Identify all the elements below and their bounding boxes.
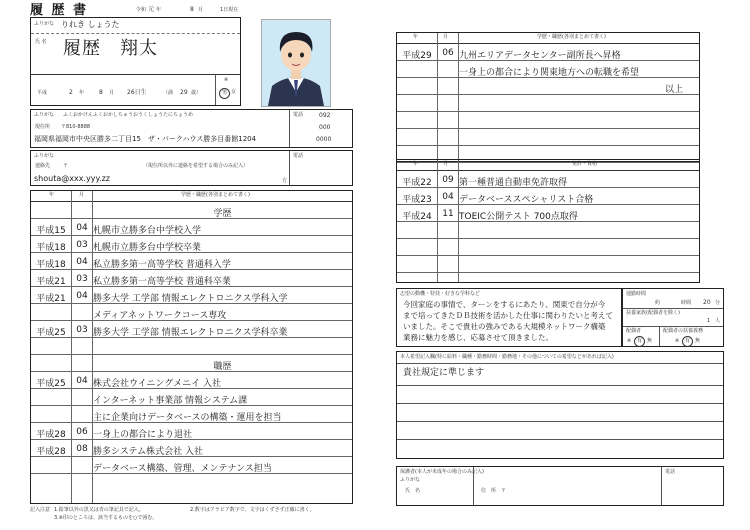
spouse-yes-circled: 有 xyxy=(634,336,645,347)
licenses-row-month: 11 xyxy=(442,209,454,219)
address-furigana: ふくおかけんふくおかしちゅうおうくしょうたにちょうめ xyxy=(63,112,194,118)
history-row-content: 私立勝多第一高等学校 普通科入学 xyxy=(93,260,231,270)
history2-row xyxy=(397,78,699,95)
history-row xyxy=(31,389,352,406)
dependents-count: 1 xyxy=(707,318,711,324)
name-box: ふりがな りれき しょうた 氏 名 履歴 翔太 平成 2 年 8 月 26日生 （満 29 歳） ※ 男 女 xyxy=(30,17,241,106)
history-row-month: 03 xyxy=(76,240,88,250)
date-month: 8 xyxy=(190,6,194,13)
history-row xyxy=(31,270,352,287)
history-row-year: 平成28 xyxy=(36,447,66,457)
commute-minutes: 20 xyxy=(703,299,711,306)
date-day: 1日現在 xyxy=(220,7,239,13)
history-continued-table: 年 月 学歴・職歴(各別まとめて書く) 平成29 06 九州エリアデータセンター副所長へ昇格 一身上の都合により関東地方への転職を希望 以上 xyxy=(396,32,700,162)
date-year: 元 xyxy=(148,6,155,13)
motivation-line-4: 業務に魅力を感じ、応募させて頂きました。 xyxy=(403,333,553,342)
history-row-content: データベース構築、管理、メンテナンス担当 xyxy=(93,464,272,474)
history-row-year: 平成25 xyxy=(36,328,66,338)
history-row xyxy=(31,236,352,253)
name-furigana: りれき しょうた xyxy=(61,20,120,29)
history-row-content: 勝多大学 工学部 情報エレクトロニクス学科入学 xyxy=(93,294,288,304)
history-continued-rows xyxy=(397,44,699,161)
licenses-row-content: 第一種普通自動車免許取得 xyxy=(459,178,568,188)
history-row xyxy=(31,202,352,219)
history2-row xyxy=(397,44,699,61)
address-phone-2: 000 xyxy=(319,124,331,131)
motivation-line-1: 今回家庭の事情で、ターンをするにあたり、関東で自分が今 xyxy=(403,300,606,309)
history-row-month: 03 xyxy=(76,274,88,284)
motivation-line-3: いました。そこで貴社の強みである大規模ネットワーク構築 xyxy=(403,322,606,331)
history2-row-content: 一身上の都合により関東地方への転職を希望 xyxy=(459,68,640,78)
history-row-content: 株式会社ウイニングメニイ 入社 xyxy=(93,379,221,389)
history-row-content: 職歴 xyxy=(213,362,232,372)
licenses-row xyxy=(397,171,699,188)
history2-row-year: 平成29 xyxy=(402,51,432,61)
licenses-row xyxy=(397,205,699,222)
history2-row xyxy=(397,95,699,112)
applicant-photo xyxy=(261,19,331,107)
history-table: 年 月 学歴・職歴(各別まとめて書く) 学歴 平成15 04 札幌市立勝多台中学校入学 平成18 03 札幌市立勝多台中学校卒業 平成18 04 私立勝多第一高等学校 普通科入学 平成21 03 私立勝多第一高等学校 普通科卒業 平成21 04 勝多大学 工学部 情報エレクトロニクス学科入学 メディアネットワークコース専攻 平成25 03 勝多大学 工学部 情報エレクトロニクス学科卒業 職歴 平成25 04 株式会社ウイニングメニイ 入社 インターネット事業部 情報システム課 主に企業向けデータベースの構築・運用を担当 平成28 06 一身上の都合により退社 平成28 08 勝多システム株式会社 入社 データベース構築、管理、メンテナンス担当 xyxy=(30,190,353,504)
age: 29 xyxy=(180,89,188,96)
history-row-content: 私立勝多第一高等学校 普通科卒業 xyxy=(93,277,231,287)
history-row xyxy=(31,457,352,474)
licenses-row xyxy=(397,222,699,239)
birth-day: 26日生 xyxy=(127,89,147,96)
left-page: 履 歴 書 令和 元 年 8 月 1日現在 ふりがな りれき しょうた 氏 名 履歴 翔太 平成 2 年 8 月 26日生 （満 29 歳） ※ 男 女 ふりがな ふくおかけんふくおかしちゅうおうくしょうたにちょうめ 現住所 〒810-8888 福岡県福岡市中央区勝多二丁目15 ザ・パークハウス勝多目番館1204 電話 092 000 0000 ふりがな 連絡先 〒 （現住所以外に連絡を希望する場合のみ記入） shouta@xxx.yyy.zz 電話 方 年 月 学歴・職歴(各別まとめて書く) 学歴 平成15 04 札幌市立勝多台中学校入学 平成18 03 札幌市立勝多台中学校卒業 平成18 04 私立勝多第一高等学校 普通科入学 平成21 03 私立勝多第一高等学校 普通科卒業 平成21 04 勝多大学 工学部 情報エレクトロニクス学科入学 メディアネットワークコース専攻 平成25 03 勝多大学 工学部 情報エレクトロニクス学科卒業 職歴 平成25 04 株式会社ウイニングメニイ 入社 インターネット事業部 情報システム課 主に企業向けデータベースの構築・運用を担当 平成28 06 一身上の都合により退社 平成28 08 勝多システム株式会社 入社 データベース構築、管理、メンテナンス担当 記入注意 1.鉛筆以外の黒又は青の筆記具で記入。 2.数字はアラビア数字で、文字はくずさず正確に書く。 3.※印のところは、該当するものを○で囲む。 xyxy=(0,0,375,530)
gender-male-circled: 男 xyxy=(219,88,230,99)
history-row xyxy=(31,355,352,372)
footnote-2: 2.数字はアラビア数字で、文字はくずさず正確に書く。 xyxy=(190,507,315,513)
history-row xyxy=(31,304,352,321)
history-row-content: 一身上の都合により退社 xyxy=(93,430,193,440)
history-row-month: 04 xyxy=(76,257,88,267)
history-row xyxy=(31,338,352,355)
history-row-content: メディアネットワークコース専攻 xyxy=(93,311,227,321)
licenses-row-year: 平成22 xyxy=(402,178,432,188)
address-phone-3: 0000 xyxy=(316,136,332,143)
address-postal: 〒810-8888 xyxy=(61,124,91,130)
licenses-row-month: 09 xyxy=(442,175,454,185)
birth-year: 2 xyxy=(69,89,73,96)
licenses-row-content: データベーススペシャリスト合格 xyxy=(459,195,594,205)
commute-box: 通勤時間 約 時間 20 分 扶養家族(配偶者を除く) 1 人 配偶者 配偶者の扶養義務 ※ 有 無 ※ 有 無 xyxy=(622,288,724,347)
history2-row xyxy=(397,112,699,129)
history2-row xyxy=(397,61,699,78)
history-row-content: 勝多システム株式会社 入社 xyxy=(93,447,203,457)
licenses-table: 年 月 免許・資格 平成22 09 第一種普通自動車免許取得 平成23 04 データベーススペシャリスト合格 平成24 11 TOEIC公開テスト 700点取得 xyxy=(396,159,700,283)
address-value: 福岡県福岡市中央区勝多二丁目15 ザ・パークハウス勝多目番館1204 xyxy=(34,135,257,143)
history-row-year: 平成18 xyxy=(36,260,66,270)
history-row-content: 勝多大学 工学部 情報エレクトロニクス学科卒業 xyxy=(93,328,288,338)
history-row-year: 平成28 xyxy=(36,430,66,440)
right-page xyxy=(375,0,750,530)
history-row-content: 学歴 xyxy=(213,209,232,219)
history-row xyxy=(31,372,352,389)
licenses-row-year: 平成23 xyxy=(402,195,432,205)
licenses-row-year: 平成24 xyxy=(402,212,432,222)
history-row-year: 平成21 xyxy=(36,277,66,287)
footnote-label: 記入注意 xyxy=(30,507,51,513)
history-row-content: インターネット事業部 情報システム課 xyxy=(93,396,248,406)
history-row xyxy=(31,423,352,440)
date-era: 令和 xyxy=(136,7,147,13)
history-row-year: 平成25 xyxy=(36,379,66,389)
licenses-row-month: 04 xyxy=(442,192,454,202)
spouse-no: 無 xyxy=(647,338,653,344)
licenses-row-content: TOEIC公開テスト 700点取得 xyxy=(459,212,578,222)
document-title: 履 歴 書 xyxy=(30,3,89,18)
history2-row-month: 06 xyxy=(442,48,454,58)
history-row xyxy=(31,321,352,338)
history-row xyxy=(31,440,352,457)
history-row xyxy=(31,219,352,236)
history-row-month: 08 xyxy=(76,444,88,454)
history2-row xyxy=(397,129,699,146)
history-row-month: 04 xyxy=(76,223,88,233)
history-row-month: 03 xyxy=(76,325,88,335)
licenses-rows xyxy=(397,171,699,282)
history-row xyxy=(31,253,352,270)
contact-box: ふりがな 連絡先 〒 （現住所以外に連絡を希望する場合のみ記入） shouta@xxx.yyy.zz 電話 方 xyxy=(30,150,353,186)
applicant-name: 履歴 翔太 xyxy=(63,38,158,59)
history-row-content: 札幌市立勝多台中学校入学 xyxy=(93,226,202,236)
licenses-row xyxy=(397,188,699,205)
requests-box: 本人希望記入欄(特に給料・職種・勤務時間・勤務地・その他についての希望などがあれば記入) 貴社規定に準じます xyxy=(396,351,724,459)
history-row-month: 04 xyxy=(76,291,88,301)
motivation-line-2: まで培ってきたＤＢ技術を活かした仕事に関わりたいと考えて xyxy=(403,311,613,320)
address-phone-1: 092 xyxy=(319,112,331,119)
history-row-content: 札幌市立勝多台中学校卒業 xyxy=(93,243,202,253)
gender-female: 女 xyxy=(231,89,237,95)
history-row-year: 平成15 xyxy=(36,226,66,236)
history-row-content: 主に企業向けデータベースの構築・運用を担当 xyxy=(93,413,282,423)
history-row-month: 06 xyxy=(76,427,88,437)
licenses-row xyxy=(397,256,699,273)
footnote-1: 1.鉛筆以外の黒又は青の筆記具で記入。 xyxy=(54,507,144,513)
history-row xyxy=(31,406,352,423)
history2-row-content: 九州エリアデータセンター副所長へ昇格 xyxy=(459,51,621,61)
history-row-year: 平成21 xyxy=(36,294,66,304)
licenses-row xyxy=(397,239,699,256)
history-row-month: 04 xyxy=(76,376,88,386)
history-row-year: 平成18 xyxy=(36,243,66,253)
contact-email: shouta@xxx.yyy.zz xyxy=(34,174,110,183)
history-rows xyxy=(31,202,352,503)
birth-month: 8 xyxy=(99,89,103,96)
guardian-box: 保護者(本人が未成年の場合のみ記入) ふりがな 氏 名 住 所 〒 電話 xyxy=(396,466,724,506)
footnote-3: 3.※印のところは、該当するものを○で囲む。 xyxy=(54,515,158,521)
motivation-box: 志望の動機・特技・好きな学科など 今回家庭の事情で、ターンをするにあたり、関東で自分が今 まで培ってきたＤＢ技術を活かした仕事に関わりたいと考えて いました。そこで貴社の強みである大規模ネットワーク構築 業務に魅力を感じ、応募させて頂きました。 xyxy=(396,288,622,347)
history-row xyxy=(31,287,352,304)
spouse-support-yes-circled: 有 xyxy=(682,336,693,347)
address-box: ふりがな ふくおかけんふくおかしちゅうおうくしょうたにちょうめ 現住所 〒810-8888 福岡県福岡市中央区勝多二丁目15 ザ・パークハウス勝多目番館1204 電話 092 000 0000 xyxy=(30,109,353,148)
history2-row-content: 以上 xyxy=(664,85,683,95)
requests-value: 貴社規定に準じます xyxy=(403,368,485,378)
spouse-support-no: 無 xyxy=(695,338,701,344)
